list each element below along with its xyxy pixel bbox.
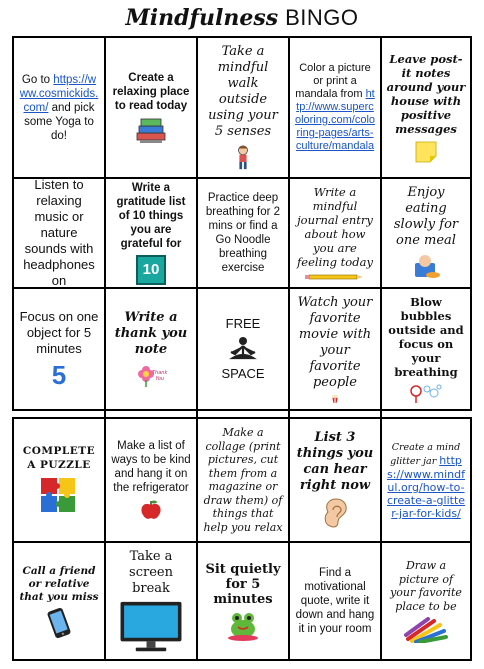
bingo-cell-gratitude bbox=[106, 179, 196, 287]
cell-text: Go to bbox=[21, 73, 54, 86]
cell-text: Practice deep breathing for 2 mins or find a Go Noodle breathing exercise bbox=[205, 192, 281, 274]
cell-text: Listen to relaxing music or nature sounds with headphones on bbox=[23, 179, 95, 287]
cell-text: Enjoy eating slowly for one meal bbox=[393, 185, 459, 248]
cell-text: Take a screen break bbox=[129, 549, 173, 596]
bingo-cell-bubbles bbox=[382, 289, 470, 409]
cell-text: Create a relaxing place to read today bbox=[112, 71, 190, 112]
bingo-cell-mandala bbox=[290, 38, 380, 177]
bingo-cell-quote bbox=[290, 543, 380, 659]
bingo-cell-free-space bbox=[198, 289, 288, 409]
books-icon bbox=[134, 117, 168, 145]
bingo-cell-journal bbox=[290, 179, 380, 287]
walking-kid-icon bbox=[232, 144, 254, 171]
ten-badge-text: 10 bbox=[142, 261, 160, 278]
cell-text: Focus on one object for 5 minutes bbox=[19, 309, 99, 356]
bingo-cell-screen-break bbox=[106, 543, 196, 659]
cell-text: COMPLETE A PUZZLE bbox=[22, 445, 96, 471]
meditating-frog-icon bbox=[226, 611, 260, 641]
bingo-cell-hear bbox=[290, 419, 380, 541]
cell-text: Call a friend or relative that you miss bbox=[19, 564, 99, 603]
cell-text: Leave post-it notes around your house with positive messages bbox=[386, 51, 466, 136]
number-five-icon bbox=[52, 361, 66, 389]
free-space-line-1: FREE bbox=[225, 316, 261, 331]
bingo-cell-draw-place bbox=[382, 543, 470, 659]
ear-icon bbox=[322, 498, 348, 530]
post-it-icon bbox=[414, 140, 438, 164]
puzzle-pieces-icon bbox=[39, 476, 79, 516]
cell-text: and pick some Yoga to do! bbox=[24, 101, 95, 142]
free-space-line-2: SPACE bbox=[221, 366, 265, 381]
cell-text: Find a motivational quote, write it down and hang it in your room bbox=[295, 567, 375, 635]
cell-text: Make a list of ways to be kind and hang it on the refrigerator bbox=[111, 440, 191, 494]
title-part-1: Mindfulness bbox=[125, 5, 279, 31]
cell-text: Create a mind glitter jar bbox=[390, 442, 461, 467]
bingo-cell-focus bbox=[14, 289, 104, 409]
ten-badge-icon bbox=[136, 255, 166, 285]
cell-text: Write a mindful journal entry about how you are feeling today bbox=[297, 185, 373, 269]
mindful-org-link[interactable]: https://www.mindful.org/how-to-create-a-glitter-jar-for-kids/ bbox=[386, 454, 466, 520]
cell-text: List 3 things you can hear right now bbox=[296, 430, 374, 493]
bingo-cell-thank-you bbox=[106, 289, 196, 409]
bingo-cell-call-friend bbox=[14, 543, 104, 659]
cosmickids-link[interactable]: https://www.cosmickids.com/ bbox=[19, 73, 99, 114]
pencil-icon bbox=[305, 273, 365, 281]
title-part-2: BINGO bbox=[285, 5, 359, 30]
bingo-cell-puzzle bbox=[14, 419, 104, 541]
cell-text: Write a thank you note bbox=[114, 310, 188, 357]
thank-you-card-text: Thank You bbox=[152, 370, 168, 382]
bingo-cell-kindness bbox=[106, 419, 196, 541]
bingo-cell-walk bbox=[198, 38, 288, 177]
cell-text: Write a gratitude list of 10 things you are grateful for bbox=[116, 182, 186, 250]
popcorn-icon bbox=[322, 395, 348, 403]
meditating-person-icon bbox=[229, 336, 257, 362]
cell-text: Watch your favorite movie with your favorite people bbox=[297, 295, 373, 390]
cell-text: Make a collage (print pictures, cut them from a magazine or draw them) of things that help you relax bbox=[203, 426, 283, 534]
bingo-cell-sit-quietly bbox=[198, 543, 288, 659]
cell-phone-icon bbox=[44, 605, 75, 641]
bingo-cell-movie bbox=[290, 289, 380, 409]
bubble-wand-icon bbox=[409, 383, 443, 403]
bingo-cell-breathing bbox=[198, 179, 288, 287]
page-title bbox=[0, 4, 484, 33]
bingo-cell-post-it bbox=[382, 38, 470, 177]
eating-icon bbox=[411, 253, 441, 281]
monitor-icon bbox=[116, 601, 186, 653]
bingo-cell-yoga bbox=[14, 38, 104, 177]
colored-pencils-icon bbox=[404, 617, 448, 643]
cell-text: Sit quietly for 5 minutes bbox=[205, 561, 281, 607]
cell-text: Blow bubbles outside and focus on your breathing bbox=[388, 295, 464, 379]
supercoloring-link[interactable]: http://www.supercoloring.com/coloring-pages/arts-culture/mandala bbox=[294, 88, 376, 152]
bingo-cell-glitter-jar bbox=[382, 419, 470, 541]
five-text: 5 bbox=[51, 360, 67, 390]
bingo-cell-reading bbox=[106, 38, 196, 177]
bingo-cell-music bbox=[14, 179, 104, 287]
cell-text: Color a picture or print a mandala from bbox=[295, 62, 371, 100]
bingo-cell-collage bbox=[198, 419, 288, 541]
apple-icon bbox=[139, 499, 163, 521]
flower-card-icon bbox=[136, 362, 166, 388]
cell-text: Draw a picture of your favorite place to be bbox=[390, 559, 462, 613]
bingo-board bbox=[12, 36, 472, 661]
cell-text: Take a mindful walk outside using your 5 senses bbox=[208, 44, 278, 139]
bingo-cell-eating bbox=[382, 179, 470, 287]
